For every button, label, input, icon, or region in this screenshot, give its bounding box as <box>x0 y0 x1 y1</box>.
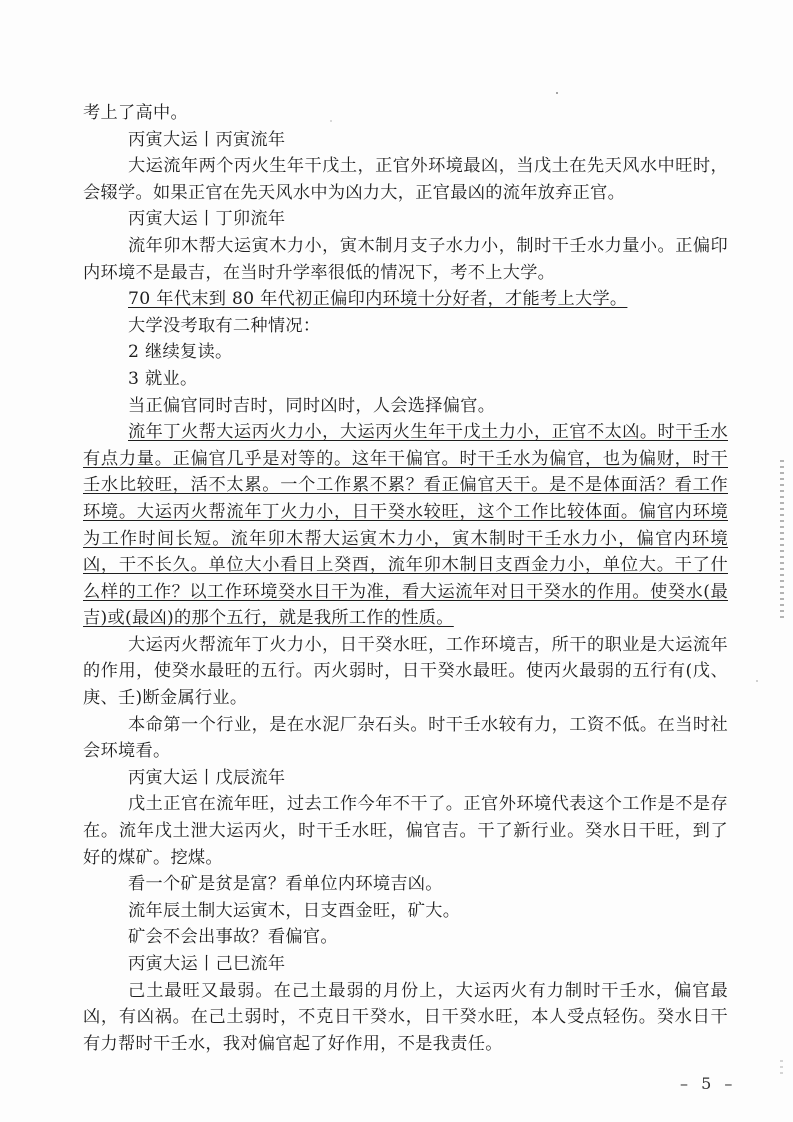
section-heading: 丙寅大运丨戊辰流年 <box>128 767 286 788</box>
underlined-paragraph: 70 年代末到 80 年代初正偏印内环境十分好者，才能考上大学。 <box>128 289 628 310</box>
section-heading: 丙寅大运丨丁卯流年 <box>128 209 286 230</box>
scan-artifact <box>780 1060 783 1078</box>
list-item: 3 就业。 <box>128 368 198 389</box>
scan-speck <box>556 92 558 94</box>
paragraph: 流年卯木帮大运寅木力小，寅木制月支子水力小，制时干壬水力量小。正偏印内环境不是最吉，在当时升学率很低的情况下，考不上大学。 <box>83 235 728 283</box>
section-heading: 丙寅大运丨己巳流年 <box>128 954 286 974</box>
paragraph: 流年辰土制大运寅木，日支酉金旺，矿大。 <box>128 900 461 921</box>
underlined-paragraph: 流年丁火帮大运丙火力小，大运丙火生年干戊土力小，正官不太凶。时干壬水有点力量。正偏官几乎是对等的。这年干偏官。时干壬水为偏官，也为偏财，时干壬水比较旺，活不太累。一个工作累不累？看正偏官天干。是不是体面活？看工作环境。大运丙火帮流年丁火力小，日干癸水较旺，这个工作比较体面。偏官内环境为工作时间长短。流年卯木帮大运寅木力小，寅木制时干壬水力小，偏官内环境凶，干不长久。单位大小看日上癸酉，流年卯木制日支酉金力小，单位大。干了什么样的工作？以工作环境癸水日干为准，看大运流年对日干癸水的作用。使癸水(最吉)或(最凶)的那个五行，就是我所工作的性质。 <box>83 422 728 629</box>
paragraph: 看一个矿是贫是富？看单位内环境吉凶。 <box>128 874 443 895</box>
paragraph: 大运丙火帮流年丁火力小，日干癸水旺，工作环境吉，所干的职业是大运流年的作用，使癸水最旺的五行。丙火弱时，日干癸水最旺。使丙火最弱的五行有(戊、庚、壬)断金属行业。 <box>83 634 728 709</box>
paragraph: 矿会不会出事故？看偏官。 <box>128 927 338 948</box>
scan-speck <box>330 120 332 122</box>
paragraph: 大运流年两个丙火生年干戊土，正官外环境最凶，当戊土在先天风水中旺时，会辍学。如果正官在先天风水中为凶力大，正官最凶的流年放弃正官。 <box>83 156 728 203</box>
list-item: 2 继续复读。 <box>128 342 233 363</box>
scan-artifact <box>780 460 784 620</box>
paragraph: 当正偏官同时吉时，同时凶时，人会选择偏官。 <box>128 395 496 416</box>
paragraph: 己土最旺又最弱。在己土最弱的月份上，大运丙火有力制时干壬水，偏官最凶，有凶祸。在己土弱时，不克日干癸水，日干癸水旺，本人受点轻伤。癸水日干有力帮时干壬水，我对偏官起了好作用，不是我责任。 <box>83 980 728 1054</box>
paragraph: 考上了高中。 <box>83 103 188 123</box>
paragraph: 戊土正官在流年旺，过去工作今年不干了。正官外环境代表这个工作是不是存在。流年戊土泄大运丙火，时干壬水旺，偏官吉。干了新行业。癸水日干旺，到了好的煤矿。挖煤。 <box>83 794 728 868</box>
page-number: – 5 – <box>680 1074 737 1093</box>
section-heading: 丙寅大运丨丙寅流年 <box>128 129 286 150</box>
scan-speck <box>756 680 758 682</box>
body-text <box>83 100 728 1057</box>
paragraph: 大学没考取有二种情况： <box>128 315 321 336</box>
paragraph: 本命第一个行业，是在水泥厂杂石头。时干壬水较有力，工资不低。在当时社会环境看。 <box>83 714 728 762</box>
